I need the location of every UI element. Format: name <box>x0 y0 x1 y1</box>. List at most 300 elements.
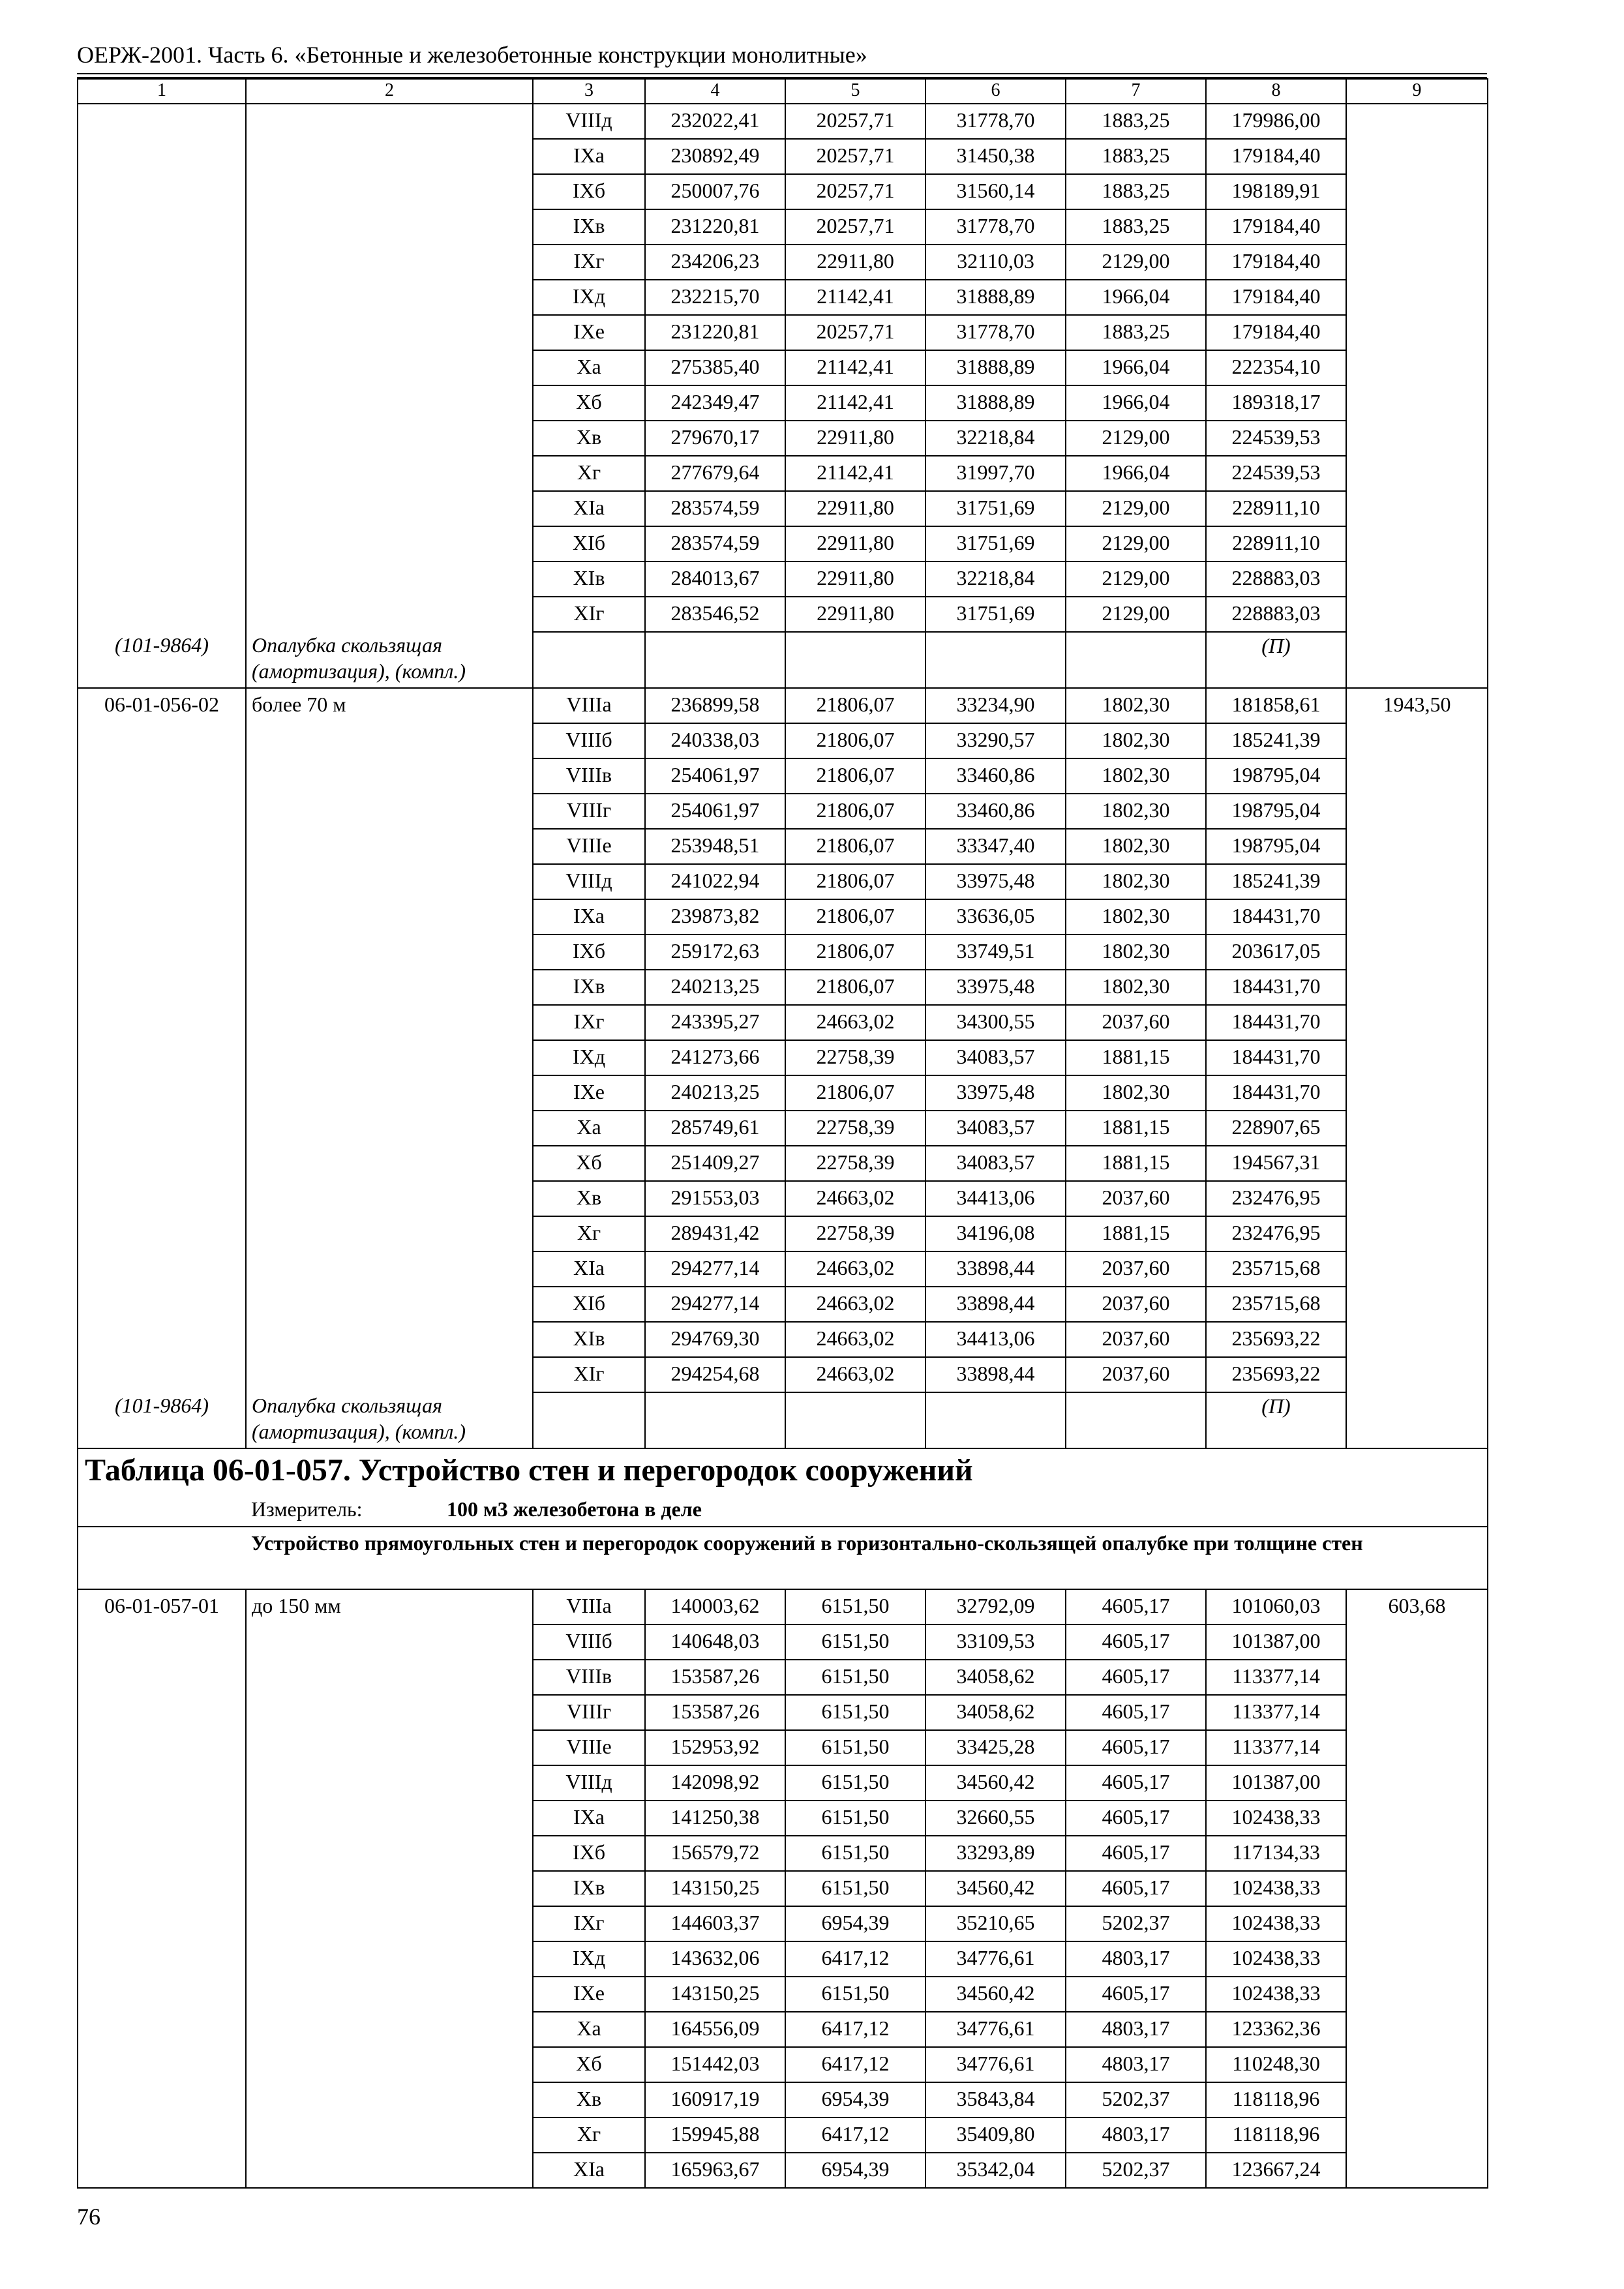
materials-cell: 101387,00 <box>1206 1624 1346 1660</box>
wages-cell: 24663,02 <box>785 1357 925 1392</box>
labor-cell <box>1346 280 1488 315</box>
zone-cell: Xб <box>533 1146 645 1181</box>
machines-cell: 31888,89 <box>925 280 1066 315</box>
resource-name: Опалубка скользящая (амортизация), (компл.) <box>246 1392 533 1448</box>
table-row <box>78 723 1488 758</box>
machinist-wages-cell: 1802,30 <box>1066 758 1206 794</box>
labor-cell <box>1346 1977 1488 2012</box>
machinist-wages-cell: 2037,60 <box>1066 1005 1206 1040</box>
total-cost-cell: 153587,26 <box>645 1660 785 1695</box>
section-description: Устройство прямоугольных стен и перегородок сооружений в горизонтально-скользящей опалубке при толщине стен <box>246 1527 1488 1589</box>
materials-cell: 224539,53 <box>1206 456 1346 491</box>
table-row <box>78 1695 1488 1730</box>
total-cost-cell: 140003,62 <box>645 1589 785 1624</box>
code-cell <box>78 2153 246 2188</box>
zone-cell: VIIIа <box>533 688 645 723</box>
zone-cell: VIIIг <box>533 794 645 829</box>
name-cell <box>246 104 533 139</box>
materials-cell: 232476,95 <box>1206 1181 1346 1216</box>
code-cell <box>78 104 246 139</box>
code-cell <box>78 1695 246 1730</box>
name-cell <box>246 794 533 829</box>
labor-cell <box>1346 2082 1488 2117</box>
page-number: 76 <box>77 2204 100 2230</box>
name-cell <box>246 1357 533 1392</box>
name-cell <box>246 315 533 350</box>
code-cell <box>78 245 246 280</box>
total-cost-cell: 152953,92 <box>645 1730 785 1765</box>
total-cost-cell: 285749,61 <box>645 1111 785 1146</box>
machines-cell: 34776,61 <box>925 1941 1066 1977</box>
zone-cell: Xг <box>533 1216 645 1251</box>
wages-cell: 6151,50 <box>785 1765 925 1801</box>
total-cost-cell: 156579,72 <box>645 1836 785 1871</box>
column-number: 7 <box>1066 79 1206 104</box>
zone-cell: Xв <box>533 2082 645 2117</box>
total-cost-cell: 294254,68 <box>645 1357 785 1392</box>
code-cell <box>78 1660 246 1695</box>
total-cost-cell: 165963,67 <box>645 2153 785 2188</box>
code-cell <box>78 1181 246 1216</box>
labor-cell <box>1346 1357 1488 1392</box>
zone-cell: Xб <box>533 2047 645 2082</box>
zone-cell: XIг <box>533 597 645 632</box>
total-cost-cell: 294769,30 <box>645 1322 785 1357</box>
machinist-wages-cell: 1802,30 <box>1066 935 1206 970</box>
machinist-wages-cell: 1966,04 <box>1066 280 1206 315</box>
labor-cell <box>1346 385 1488 421</box>
labor-cell <box>1346 209 1488 245</box>
zone-cell: Xа <box>533 350 645 385</box>
labor-cell <box>1346 1660 1488 1695</box>
machines-cell: 31751,69 <box>925 597 1066 632</box>
empty-cell <box>925 632 1066 688</box>
zone-cell: IXд <box>533 1941 645 1977</box>
table-row <box>78 758 1488 794</box>
table-row <box>78 1251 1488 1287</box>
name-cell <box>246 2082 533 2117</box>
labor-cell <box>1346 1906 1488 1941</box>
code-cell <box>78 1075 246 1111</box>
code-cell <box>78 456 246 491</box>
machinist-wages-cell: 2129,00 <box>1066 421 1206 456</box>
wages-cell: 20257,71 <box>785 209 925 245</box>
total-cost-cell: 284013,67 <box>645 561 785 597</box>
code-cell <box>78 970 246 1005</box>
table-row <box>78 2047 1488 2082</box>
measure-label: Измеритель: <box>251 1497 363 1521</box>
materials-cell: 118118,96 <box>1206 2117 1346 2153</box>
name-cell <box>246 245 533 280</box>
table-row <box>78 2153 1488 2188</box>
zone-cell: VIIIе <box>533 1730 645 1765</box>
name-cell <box>246 421 533 456</box>
code-cell <box>78 421 246 456</box>
table-row <box>78 1357 1488 1392</box>
name-cell <box>246 1075 533 1111</box>
code-cell <box>78 2012 246 2047</box>
materials-cell: 101060,03 <box>1206 1589 1346 1624</box>
wages-cell: 24663,02 <box>785 1322 925 1357</box>
labor-cell <box>1346 174 1488 209</box>
zone-cell: VIIIв <box>533 1660 645 1695</box>
table-row <box>78 688 1488 723</box>
name-cell <box>246 597 533 632</box>
table-row <box>78 1624 1488 1660</box>
name-cell <box>246 385 533 421</box>
labor-cell <box>1346 1765 1488 1801</box>
zone-cell: IXе <box>533 1977 645 2012</box>
machines-cell: 33749,51 <box>925 935 1066 970</box>
column-number: 4 <box>645 79 785 104</box>
table-row <box>78 1765 1488 1801</box>
zone-cell: IXб <box>533 174 645 209</box>
wages-cell: 22911,80 <box>785 561 925 597</box>
wages-cell: 6151,50 <box>785 1660 925 1695</box>
name-cell <box>246 899 533 935</box>
wages-cell: 21806,07 <box>785 935 925 970</box>
labor-cell <box>1346 1322 1488 1357</box>
table-row <box>78 280 1488 315</box>
machinist-wages-cell: 1881,15 <box>1066 1146 1206 1181</box>
name-cell <box>246 1660 533 1695</box>
machinist-wages-cell: 1802,30 <box>1066 829 1206 864</box>
machines-cell: 32218,84 <box>925 421 1066 456</box>
wages-cell: 22758,39 <box>785 1111 925 1146</box>
code-cell <box>78 139 246 174</box>
code-cell <box>78 1730 246 1765</box>
zone-cell: Xа <box>533 2012 645 2047</box>
machinist-wages-cell: 1966,04 <box>1066 350 1206 385</box>
total-cost-cell: 240213,25 <box>645 970 785 1005</box>
name-cell <box>246 2117 533 2153</box>
machinist-wages-cell: 1883,25 <box>1066 174 1206 209</box>
materials-cell: 232476,95 <box>1206 1216 1346 1251</box>
machinist-wages-cell: 2129,00 <box>1066 245 1206 280</box>
machines-cell: 31751,69 <box>925 491 1066 526</box>
name-cell <box>246 1836 533 1871</box>
machinist-wages-cell: 2129,00 <box>1066 597 1206 632</box>
zone-cell: IXб <box>533 1836 645 1871</box>
total-cost-cell: 153587,26 <box>645 1695 785 1730</box>
materials-cell: 110248,30 <box>1206 2047 1346 2082</box>
code-cell <box>78 526 246 561</box>
labor-cell <box>1346 526 1488 561</box>
total-cost-cell: 283546,52 <box>645 597 785 632</box>
table-row <box>78 2117 1488 2153</box>
code-cell <box>78 1624 246 1660</box>
materials-cell: 235715,68 <box>1206 1251 1346 1287</box>
machinist-wages-cell: 4605,17 <box>1066 1589 1206 1624</box>
empty-cell <box>533 632 645 688</box>
machines-cell: 33975,48 <box>925 1075 1066 1111</box>
materials-cell: 102438,33 <box>1206 1906 1346 1941</box>
materials-cell: 228911,10 <box>1206 491 1346 526</box>
code-cell <box>78 280 246 315</box>
empty-cell <box>1066 1392 1206 1448</box>
table-row <box>78 491 1488 526</box>
machines-cell: 31778,70 <box>925 209 1066 245</box>
labor-cell <box>1346 597 1488 632</box>
total-cost-cell: 159945,88 <box>645 2117 785 2153</box>
labor-cell: 1943,50 <box>1346 688 1488 723</box>
name-cell <box>246 209 533 245</box>
zone-cell: IXа <box>533 1801 645 1836</box>
price-table <box>77 78 1488 2189</box>
code-cell <box>78 1005 246 1040</box>
machinist-wages-cell: 2037,60 <box>1066 1251 1206 1287</box>
name-cell <box>246 1181 533 1216</box>
table-row <box>78 864 1488 899</box>
materials-cell: 181858,61 <box>1206 688 1346 723</box>
machinist-wages-cell: 4803,17 <box>1066 2047 1206 2082</box>
table-row <box>78 385 1488 421</box>
machinist-wages-cell: 1881,15 <box>1066 1216 1206 1251</box>
wages-cell: 6151,50 <box>785 1836 925 1871</box>
machines-cell: 35409,80 <box>925 2117 1066 2153</box>
total-cost-cell: 164556,09 <box>645 2012 785 2047</box>
materials-cell: 235693,22 <box>1206 1322 1346 1357</box>
code-cell <box>78 209 246 245</box>
machinist-wages-cell: 4605,17 <box>1066 1765 1206 1801</box>
total-cost-cell: 151442,03 <box>645 2047 785 2082</box>
wages-cell: 6151,50 <box>785 1589 925 1624</box>
name-cell <box>246 1251 533 1287</box>
table-row <box>78 1181 1488 1216</box>
measure-cell <box>246 1495 1488 1527</box>
labor-cell <box>1346 1216 1488 1251</box>
materials-cell: 113377,14 <box>1206 1660 1346 1695</box>
zone-cell: IXб <box>533 935 645 970</box>
name-cell <box>246 1941 533 1977</box>
machines-cell: 33293,89 <box>925 1836 1066 1871</box>
labor-cell <box>1346 1251 1488 1287</box>
table-row <box>78 2012 1488 2047</box>
materials-cell: 179184,40 <box>1206 280 1346 315</box>
total-cost-cell: 240338,03 <box>645 723 785 758</box>
materials-cell: 228907,65 <box>1206 1111 1346 1146</box>
name-cell <box>246 1695 533 1730</box>
wages-cell: 21142,41 <box>785 456 925 491</box>
table-row <box>78 597 1488 632</box>
materials-cell: 203617,05 <box>1206 935 1346 970</box>
total-cost-cell: 140648,03 <box>645 1624 785 1660</box>
wages-cell: 6954,39 <box>785 2082 925 2117</box>
name-cell <box>246 1977 533 2012</box>
table-row <box>78 899 1488 935</box>
machinist-wages-cell: 2129,00 <box>1066 491 1206 526</box>
wages-cell: 21806,07 <box>785 899 925 935</box>
wages-cell: 21806,07 <box>785 864 925 899</box>
zone-cell: VIIIб <box>533 723 645 758</box>
zone-cell: Xа <box>533 1111 645 1146</box>
zone-cell: XIа <box>533 2153 645 2188</box>
code-cell <box>78 1906 246 1941</box>
labor-cell <box>1346 2012 1488 2047</box>
total-cost-cell: 141250,38 <box>645 1801 785 1836</box>
wages-cell: 22911,80 <box>785 421 925 456</box>
code-cell <box>78 174 246 209</box>
machines-cell: 34083,57 <box>925 1040 1066 1075</box>
zone-cell: XIб <box>533 1287 645 1322</box>
materials-cell: 184431,70 <box>1206 970 1346 1005</box>
labor-cell <box>1346 2047 1488 2082</box>
wages-cell: 6151,50 <box>785 1730 925 1765</box>
wages-cell: 6151,50 <box>785 1624 925 1660</box>
total-cost-cell: 143632,06 <box>645 1941 785 1977</box>
machinist-wages-cell: 5202,37 <box>1066 2153 1206 2188</box>
zone-cell: VIIIб <box>533 1624 645 1660</box>
name-cell <box>246 1040 533 1075</box>
wages-cell: 22911,80 <box>785 245 925 280</box>
name-cell <box>246 970 533 1005</box>
total-cost-cell: 232215,70 <box>645 280 785 315</box>
machines-cell: 35210,65 <box>925 1906 1066 1941</box>
code-cell <box>78 315 246 350</box>
empty-cell <box>1346 1392 1488 1448</box>
name-cell <box>246 561 533 597</box>
materials-cell: 189318,17 <box>1206 385 1346 421</box>
name-cell <box>246 139 533 174</box>
machines-cell: 34776,61 <box>925 2012 1066 2047</box>
materials-cell: 198795,04 <box>1206 829 1346 864</box>
table-row <box>78 174 1488 209</box>
zone-cell: IXа <box>533 899 645 935</box>
machines-cell: 33975,48 <box>925 970 1066 1005</box>
total-cost-cell: 240213,25 <box>645 1075 785 1111</box>
materials-cell: 235715,68 <box>1206 1287 1346 1322</box>
name-cell <box>246 456 533 491</box>
machines-cell: 34300,55 <box>925 1005 1066 1040</box>
machinist-wages-cell: 4605,17 <box>1066 1624 1206 1660</box>
zone-cell: XIв <box>533 561 645 597</box>
machines-cell: 32660,55 <box>925 1801 1066 1836</box>
name-cell <box>246 2153 533 2188</box>
column-numbers-row <box>78 79 1488 104</box>
labor-cell <box>1346 1871 1488 1906</box>
labor-cell <box>1346 1941 1488 1977</box>
machines-cell: 32792,09 <box>925 1589 1066 1624</box>
labor-cell <box>1346 104 1488 139</box>
machines-cell: 33460,86 <box>925 758 1066 794</box>
code-cell <box>78 385 246 421</box>
materials-cell: 179184,40 <box>1206 245 1346 280</box>
wages-cell: 21806,07 <box>785 970 925 1005</box>
wages-cell: 6151,50 <box>785 1871 925 1906</box>
wages-cell: 24663,02 <box>785 1005 925 1040</box>
machines-cell: 34083,57 <box>925 1146 1066 1181</box>
column-number: 9 <box>1346 79 1488 104</box>
wages-cell: 22911,80 <box>785 526 925 561</box>
name-cell <box>246 1216 533 1251</box>
materials-cell: 194567,31 <box>1206 1146 1346 1181</box>
total-cost-cell: 251409,27 <box>645 1146 785 1181</box>
machinist-wages-cell: 1802,30 <box>1066 794 1206 829</box>
zone-cell: VIIIг <box>533 1695 645 1730</box>
table-row <box>78 526 1488 561</box>
machinist-wages-cell: 2129,00 <box>1066 561 1206 597</box>
zone-cell: XIа <box>533 491 645 526</box>
machines-cell: 33636,05 <box>925 899 1066 935</box>
resource-mark: (П) <box>1206 1392 1346 1448</box>
code-cell <box>78 597 246 632</box>
name-cell <box>246 935 533 970</box>
zone-cell: VIIIд <box>533 864 645 899</box>
materials-cell: 184431,70 <box>1206 899 1346 935</box>
zone-cell: IXа <box>533 139 645 174</box>
materials-cell: 179184,40 <box>1206 315 1346 350</box>
table-row <box>78 1216 1488 1251</box>
materials-cell: 101387,00 <box>1206 1765 1346 1801</box>
name-cell <box>246 1111 533 1146</box>
materials-cell: 102438,33 <box>1206 1871 1346 1906</box>
zone-cell: IXг <box>533 245 645 280</box>
machinist-wages-cell: 4803,17 <box>1066 1941 1206 1977</box>
labor-cell <box>1346 1730 1488 1765</box>
column-number: 5 <box>785 79 925 104</box>
total-cost-cell: 236899,58 <box>645 688 785 723</box>
code-cell <box>78 561 246 597</box>
machinist-wages-cell: 1881,15 <box>1066 1040 1206 1075</box>
table-row <box>78 1941 1488 1977</box>
total-cost-cell: 241273,66 <box>645 1040 785 1075</box>
code-cell <box>78 1801 246 1836</box>
materials-cell: 184431,70 <box>1206 1075 1346 1111</box>
machinist-wages-cell: 1966,04 <box>1066 385 1206 421</box>
code-cell <box>78 758 246 794</box>
total-cost-cell: 259172,63 <box>645 935 785 970</box>
zone-cell: XIг <box>533 1357 645 1392</box>
machines-cell: 35342,04 <box>925 2153 1066 2188</box>
description-row <box>78 1527 1488 1589</box>
code-cell <box>78 1941 246 1977</box>
machinist-wages-cell: 1883,25 <box>1066 209 1206 245</box>
name-cell <box>246 1005 533 1040</box>
machines-cell: 32110,03 <box>925 245 1066 280</box>
table-row <box>78 2082 1488 2117</box>
labor-cell <box>1346 794 1488 829</box>
machines-cell: 31560,14 <box>925 174 1066 209</box>
code-cell <box>78 1836 246 1871</box>
materials-cell: 102438,33 <box>1206 1801 1346 1836</box>
machinist-wages-cell: 1883,25 <box>1066 139 1206 174</box>
labor-cell <box>1346 829 1488 864</box>
wages-cell: 6151,50 <box>785 1695 925 1730</box>
table-row <box>78 1589 1488 1624</box>
machinist-wages-cell: 1802,30 <box>1066 899 1206 935</box>
code-cell <box>78 864 246 899</box>
zone-cell: IXв <box>533 970 645 1005</box>
table-row <box>78 245 1488 280</box>
total-cost-cell: 242349,47 <box>645 385 785 421</box>
code-cell <box>78 350 246 385</box>
materials-cell: 185241,39 <box>1206 864 1346 899</box>
wages-cell: 21142,41 <box>785 385 925 421</box>
code-cell <box>78 2082 246 2117</box>
machines-cell: 34560,42 <box>925 1871 1066 1906</box>
code-cell <box>78 1287 246 1322</box>
name-cell <box>246 1801 533 1836</box>
table-row <box>78 1287 1488 1322</box>
code-cell <box>78 2047 246 2082</box>
empty-cell <box>785 1392 925 1448</box>
wages-cell: 21806,07 <box>785 829 925 864</box>
table-row <box>78 794 1488 829</box>
empty-cell <box>645 1392 785 1448</box>
empty-cell <box>785 632 925 688</box>
machinist-wages-cell: 4803,17 <box>1066 2012 1206 2047</box>
zone-cell: VIIIд <box>533 1765 645 1801</box>
